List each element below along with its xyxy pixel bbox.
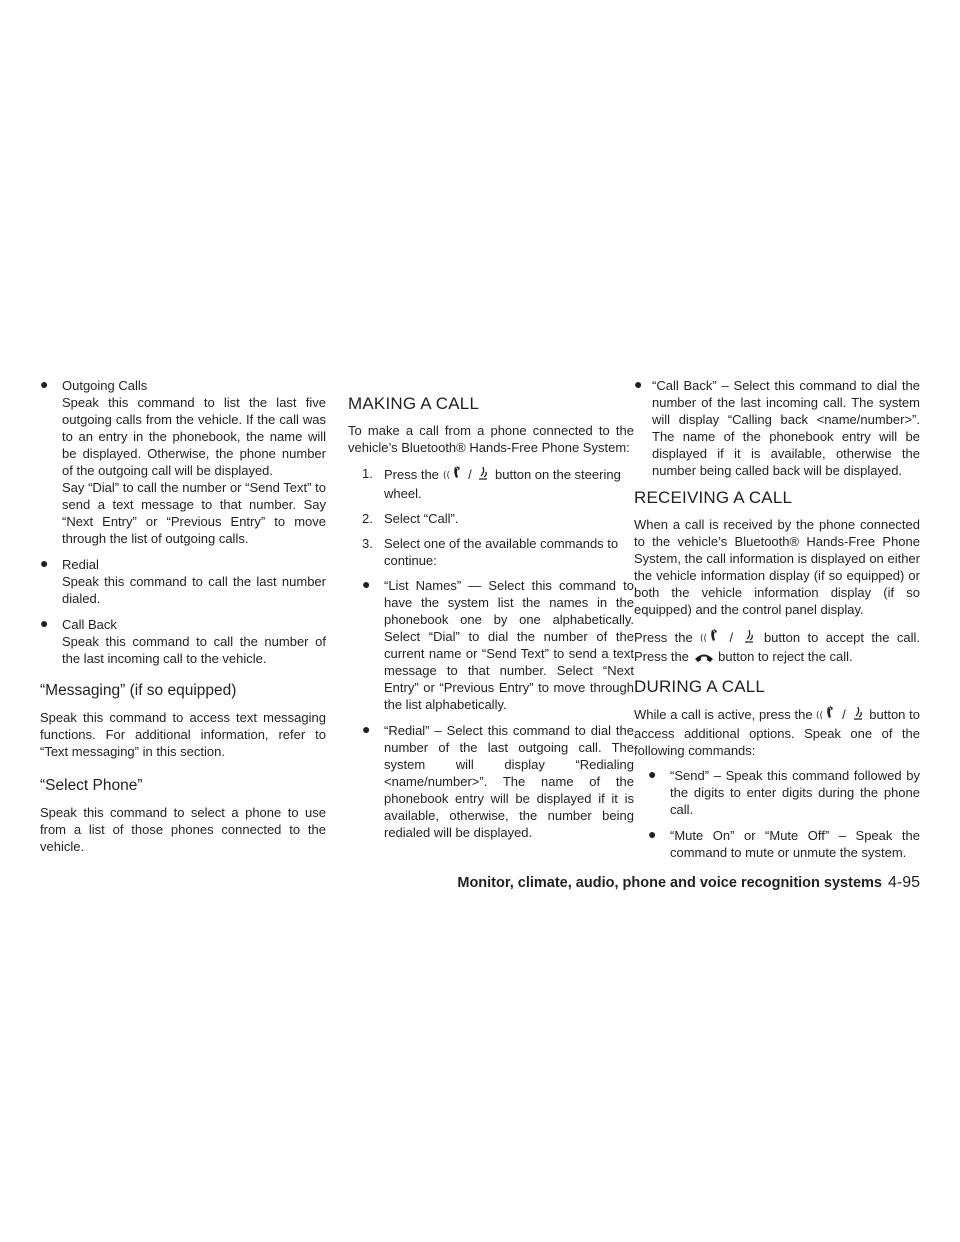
text-fragment: While a call is active, press the [634, 707, 813, 722]
phone-talk-icon [443, 465, 465, 485]
bullet-icon: ● [40, 615, 49, 631]
slash-text: / [468, 467, 472, 482]
item-title: Outgoing Calls [62, 378, 148, 393]
step-number: 3. [362, 536, 373, 551]
step-text: Select “Call”. [384, 511, 459, 526]
step-number: 1. [362, 466, 373, 481]
step-3 [348, 535, 634, 569]
bullet-icon: ● [634, 376, 643, 392]
paragraph-receiving: When a call is received by the phone connected to the vehicle’s Bluetooth® Hands-Free Phone System, the call information is displayed on either the vehicle information display (if so equipped) or both the vehicle information display (if so equipped) and the control panel display. [634, 517, 920, 617]
item-text: “Call Back” – Select this command to dial the number of the last incoming call. The system will display “Calling back <name/number>”. The name of the phonebook entry will be displayed if it is available, otherwise the number being called back will be displayed. [652, 378, 920, 478]
bullet-icon: ● [362, 721, 371, 737]
page-number: 4-95 [887, 874, 920, 891]
phone-voice-icon [741, 628, 757, 648]
svg-text:((: (( [700, 634, 708, 644]
list-item-outgoing-calls [40, 377, 326, 547]
phone-voice-icon [850, 705, 866, 725]
column-left [40, 377, 326, 855]
section-heading-during-a-call: DURING A CALL [634, 677, 766, 696]
paragraph-during [634, 705, 920, 759]
paragraph-messaging: Speak this command to access text messaging functions. For additional information, refer to “Text messaging” in this section. [40, 710, 326, 759]
column-right [634, 377, 920, 870]
list-item-redial [348, 722, 634, 841]
bullet-icon: ● [40, 376, 49, 392]
list-item-call-back [634, 377, 920, 479]
step-text: Press the [384, 467, 439, 482]
phone-talk-icon [816, 705, 838, 725]
slash-text: / [729, 630, 734, 645]
column-middle [348, 394, 634, 850]
section-heading-making-a-call: MAKING A CALL [348, 394, 480, 413]
text-fragment: Press the [634, 630, 693, 645]
paragraph-select-phone: Speak this command to select a phone to use from a list of those phones connected to the vehicle. [40, 805, 326, 854]
list-item-send [634, 767, 920, 818]
text-fragment: button to accept the call. Press the [634, 630, 920, 664]
paragraph-intro: To make a call from a phone connected to the vehicle’s Bluetooth® Hands-Free Phone System: [348, 423, 634, 455]
item-title: Call Back [62, 617, 117, 632]
list-item-redial [40, 556, 326, 607]
phone-hang-up-icon [693, 650, 715, 667]
bullet-icon: ● [648, 766, 657, 782]
list-item-call-back [40, 616, 326, 667]
slash-text: / [842, 707, 846, 722]
item-text: “Mute On” or “Mute Off” – Speak the command to mute or unmute the system. [670, 828, 920, 860]
item-text: Speak this command to call the number of the last incoming call to the vehicle. [62, 634, 326, 666]
section-heading-messaging: “Messaging” (if so equipped) [40, 682, 237, 699]
item-text: “List Names” — Select this command to have the system list the names in the phonebook one by one alphabetically. Select “Dial” to dial the number of the current name or “Send Text” to send a text message to that number. Select “Next Entry” or “Previous Entry” to move through the list alphabetically. [384, 578, 634, 712]
svg-text:((: (( [442, 471, 450, 481]
step-2 [348, 510, 634, 527]
page-footer [424, 874, 920, 892]
item-text: Speak this command to call the last number dialed. [62, 574, 326, 606]
text-fragment: button to reject the call. [718, 649, 853, 664]
text-fragment: button to access additional options. Speak one of the following commands: [634, 707, 921, 758]
item-text: “Send” – Speak this command followed by the digits to enter digits during the phone call. [670, 768, 920, 817]
phone-voice-icon [475, 465, 491, 485]
bullet-icon: ● [648, 826, 657, 842]
list-item-mute [634, 827, 920, 861]
item-text: Speak this command to list the last five outgoing calls from the vehicle. If the call was to an entry in the phonebook, the name will be displayed. Otherwise, the phone number of the outgoing call will be displayed. [62, 395, 326, 478]
list-item-list-names [348, 577, 634, 713]
footer-section-title: Monitor, climate, audio, phone and voice recognition systems [457, 875, 882, 891]
item-text: Say “Dial” to call the number or “Send Text” to send a text message to that number. Say “Next Entry” or “Previous Entry” to move through the list of outgoing calls. [62, 480, 326, 546]
step-number: 2. [362, 511, 373, 526]
phone-talk-icon [700, 628, 722, 648]
bullet-icon: ● [362, 576, 371, 592]
section-heading-receiving-a-call: RECEIVING A CALL [634, 488, 793, 507]
svg-text:((: (( [816, 711, 824, 721]
step-1 [348, 465, 634, 502]
step-text: Select one of the available commands to continue: [384, 536, 619, 568]
step-text: button on the steering wheel. [384, 467, 621, 501]
section-heading-select-phone: “Select Phone” [40, 777, 143, 794]
paragraph-accept-reject [634, 628, 920, 667]
item-text: “Redial” – Select this command to dial the number of the last outgoing call. The system will display “Redialing <name/number>”. The name of the phonebook entry will be displayed if it is available, otherwise, the number being redialed will be displayed. [384, 723, 634, 840]
item-title: Redial [62, 557, 99, 572]
bullet-icon: ● [40, 555, 49, 571]
